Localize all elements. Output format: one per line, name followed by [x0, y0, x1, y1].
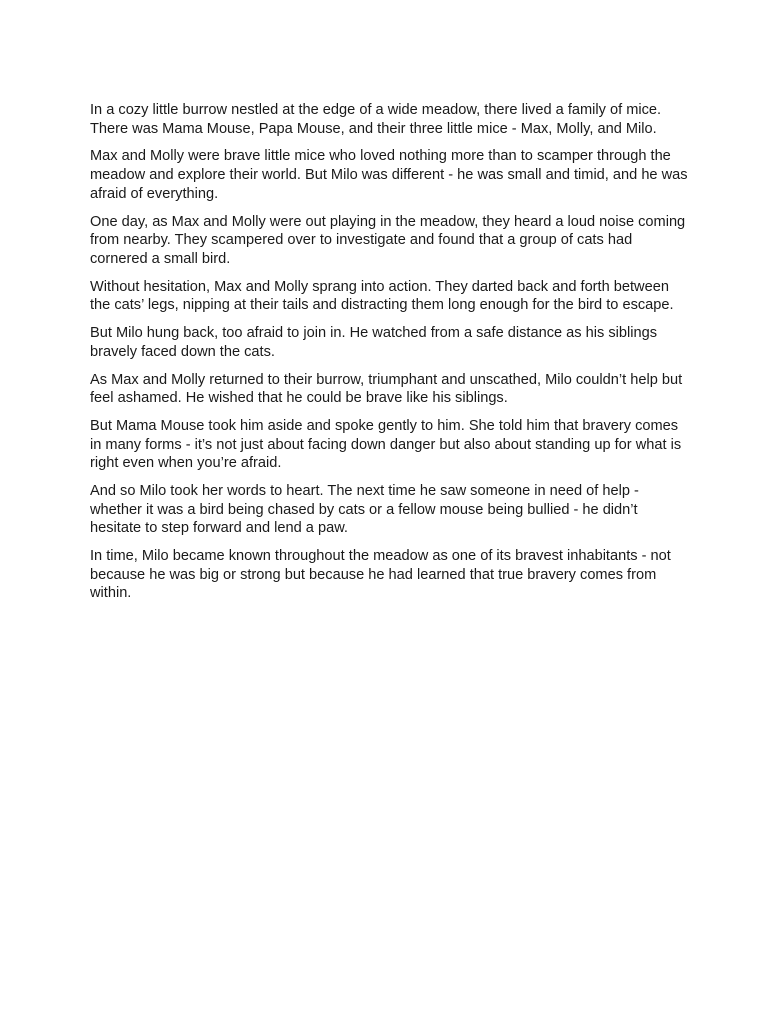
paragraph-3: One day, as Max and Molly were out playing in the meadow, they heard a loud noise coming from nearby. They scampered over to investigate and found that a group of cats had cornered a small bird.	[90, 213, 686, 267]
paragraph-4: Without hesitation, Max and Molly sprang into action. They darted back and forth between the cats’ legs, nipping at their tails and distracting them long enough for the bird to escape.	[90, 278, 674, 314]
paragraph-2: Max and Molly were brave little mice who loved nothing more than to scamper through the meadow and explore their world. But Milo was different - he was small and timid, and he was afraid of everything.	[90, 148, 688, 202]
paragraph-9: In time, Milo became known throughout the meadow as one of its bravest inhabitants - not because he was big or strong but because he had learned that true bravery comes from within.	[90, 548, 671, 602]
paragraph-8: And so Milo took her words to heart. The next time he saw someone in need of help - whether it was a bird being chased by cats or a fellow mouse being bullied - he didn’t hesitate to step forward and lend a paw.	[90, 483, 639, 537]
story-text	[90, 101, 690, 612]
paragraph-1: In a cozy little burrow nestled at the edge of a wide meadow, there lived a family of mice. There was Mama Mouse, Papa Mouse, and their three little mice - Max, Molly, and Milo.	[90, 102, 662, 137]
paragraph-7: But Mama Mouse took him aside and spoke gently to him. She told him that bravery comes in many forms - it’s not just about facing down danger but also about standing up for what is right even when you’re afraid.	[90, 418, 682, 472]
paragraph-5: But Milo hung back, too afraid to join in. He watched from a safe distance as his siblings bravely faced down the cats.	[90, 325, 658, 360]
paragraph-6: As Max and Molly returned to their burrow, triumphant and unscathed, Milo couldn’t help but feel ashamed. He wished that he could be brave like his siblings.	[90, 371, 683, 407]
